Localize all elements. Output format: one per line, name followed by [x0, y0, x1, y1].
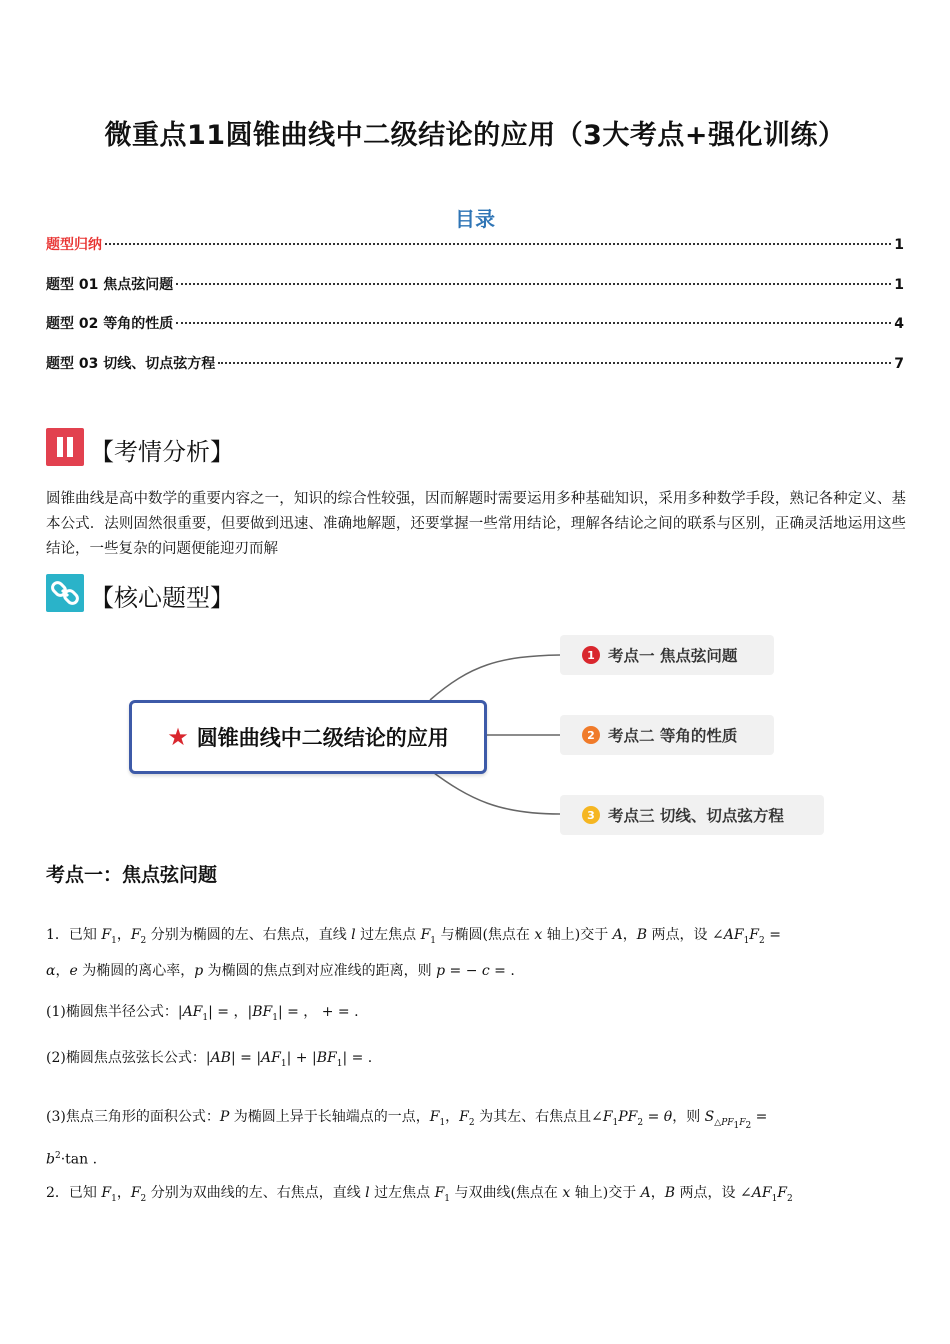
- mindmap-center-node: [129, 700, 487, 774]
- pause-bars-icon: [46, 428, 84, 466]
- mindmap-branch-label: 考点二 等角的性质: [608, 727, 738, 745]
- toc-entry-2[interactable]: [46, 313, 904, 333]
- question-1-part-3: (3)焦点三角形的面积公式：P 为椭圆上异于长轴端点的一点，$F_1$，$F_2$ 为其左、右焦点且$\angle F_1PF_2 = \theta$，则 $S_{\triangle PF_1F_2}$ = $b^2\cdot\tan$ .: [46, 1109, 768, 1168]
- number-badge-icon: 2: [582, 726, 600, 744]
- mindmap-branch-2: [560, 715, 774, 755]
- analysis-paragraph: 圆锥曲线是高中数学的重要内容之一，知识的综合性较强，因而解题时需要运用多种基础知识，采用多种数学手段，熟记各种定义、基本公式．法则固然很重要，但要做到迅速、准确地解题，还要掌握一些常用结论，理解各结论之间的联系与区别，正确灵活地运用这些结论，一些复杂的问题便能迎刃而解: [46, 491, 906, 557]
- mindmap-branch-label: 考点一 焦点弦问题: [608, 647, 738, 665]
- toc-entry-1[interactable]: [46, 274, 904, 294]
- toc-entry-0[interactable]: [46, 234, 904, 254]
- toc-entry-label: 题型 02 等角的性质: [46, 316, 174, 332]
- analysis-title: 【考情分析】: [90, 438, 234, 466]
- mindmap-branch-3: [560, 795, 824, 835]
- core-section-header: [46, 574, 234, 612]
- question-2: 2．已知 $F_1$，$F_2$ 分别为双曲线的左、右焦点，直线 l 过左焦点 $F_1$ 与双曲线(焦点在 x 轴上)交于 A，B 两点，设 $\angle AF_1F_2$: [46, 1185, 793, 1204]
- toc-entry-label: 题型 01 焦点弦问题: [46, 277, 174, 293]
- toc-entry-page: 4: [894, 316, 904, 332]
- link-icon: [46, 574, 84, 612]
- star-icon: ★: [167, 723, 189, 751]
- toc-heading: 目录: [455, 207, 495, 231]
- toc-entry-page: 1: [894, 277, 904, 293]
- page-title: 微重点11圆锥曲线中二级结论的应用（3大考点+强化训练）: [104, 120, 846, 151]
- kaodian1-heading: 考点一：焦点弦问题: [46, 864, 218, 886]
- toc-leader-dots: [218, 362, 891, 364]
- toc-entry-label: 题型 03 切线、切点弦方程: [46, 356, 216, 372]
- toc-entry-label: 题型归纳: [46, 237, 102, 253]
- mindmap-branch-1: [560, 635, 774, 675]
- toc-entry-page: 1: [894, 237, 904, 253]
- number-badge-icon: 3: [582, 806, 600, 824]
- question-1: 1．已知 $F_1$，$F_2$ 分别为椭圆的左、右焦点，直线 l 过左焦点 $F_1$ 与椭圆(焦点在 x 轴上)交于 A，B 两点，设 $\angle AF_1F_2$ = α，e 为椭圆的离心率，p 为椭圆的焦点到对应准线的距离，则 p = − c = .: [46, 927, 781, 979]
- mindmap-branch-label: 考点三 切线、切点弦方程: [608, 807, 784, 825]
- toc-entry-page: 7: [894, 356, 904, 372]
- toc-leader-dots: [105, 243, 891, 245]
- toc-leader-dots: [176, 322, 891, 324]
- toc-entry-3[interactable]: [46, 353, 904, 373]
- mindmap-center-label: 圆锥曲线中二级结论的应用: [196, 726, 449, 750]
- question-1-part-1: (1)椭圆焦半径公式：$|AF_1|$ = ，$|BF_1|$ = ， + = .: [46, 1004, 359, 1023]
- toc-leader-dots: [176, 283, 891, 285]
- core-title: 【核心题型】: [90, 584, 234, 612]
- question-1-part-2: (2)椭圆焦点弦弦长公式：$|AB| = |AF_1| + |BF_1|$ = .: [46, 1050, 373, 1069]
- analysis-section-header: [46, 428, 234, 466]
- number-badge-icon: 1: [582, 646, 600, 664]
